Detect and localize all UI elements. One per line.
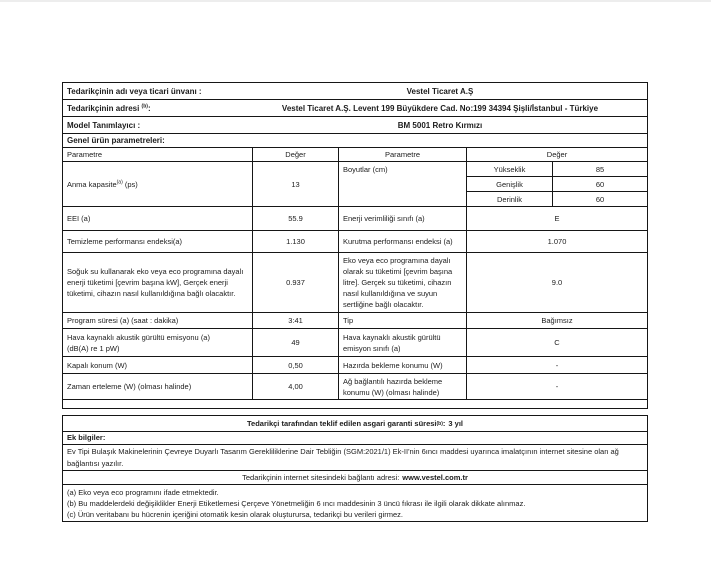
energy-class-value: E [554, 214, 560, 223]
dimension-row-height [467, 162, 647, 177]
supplier-address-row [63, 100, 647, 117]
warranty-row: Tedarikçi tarafından teklif edilen asgari garanti süresi (b) : 3 yıl [63, 416, 647, 432]
cleaning-index-value: 1.130 [253, 231, 339, 252]
type-value: Bağımsız [541, 316, 573, 325]
drying-index-label: Kurutma performansı endeksi (a) [339, 231, 467, 252]
supplier-name-value: Vestel Ticaret A.Ş [406, 86, 474, 96]
supplier-name-row [63, 83, 647, 100]
noise-emission-label-line2: (dB(A) re 1 pW) [67, 343, 120, 353]
energy-consumption-value: 0.937 [253, 253, 339, 312]
noise-emission-value: 49 [253, 329, 339, 356]
warranty-label-colon: : [442, 418, 446, 428]
website-label: Tedarikçinin internet sitesindeki bağlantı adresi: [242, 472, 400, 482]
capacity-footnote-mark: (a) [116, 179, 123, 185]
supplier-address-label [63, 104, 233, 113]
eei-row [63, 207, 647, 231]
website-row [63, 471, 647, 485]
section-title: Genel ürün parametreleri: [67, 136, 165, 145]
footnote-b: (b) Bu maddelerdeki değişiklikler Enerji Etiketlemesi Çerçeve Yönetmeliğin 6 ıncı maddesinin 3 üncü fıkrası ile ilgili olarak dikkate alınmaz. [67, 498, 526, 508]
spacer-row [63, 400, 647, 408]
cleaning-drying-row [63, 231, 647, 253]
drying-index-value: 1.070 [547, 237, 567, 246]
warranty-label: Tedarikçi tarafından teklif edilen asgari garanti süresi [247, 418, 437, 428]
model-identifier-row [63, 117, 647, 134]
header-parametre-right: Parametre [339, 148, 467, 161]
consumption-row [63, 253, 647, 313]
program-duration-value: 3:41 [253, 313, 339, 328]
extra-info-title-row [63, 432, 647, 445]
dimension-row-depth [467, 192, 647, 206]
standby-label: Hazırda bekleme konumu (W) [339, 357, 467, 373]
water-consumption-label: Eko veya eco programına dayalı olarak su tüketimi [çevrim başına litre]. Gerçek su tüketimi, cihazın nasıl kullanıldığına ve suyun sertliğine bağlı olacaktır. [339, 253, 467, 312]
main-table [62, 82, 648, 409]
supplier-address-label-colon: : [147, 103, 151, 113]
capacity-value: 13 [253, 162, 339, 206]
product-fiche [62, 82, 648, 522]
regulation-row [63, 445, 647, 471]
noise-class-value: C [554, 338, 560, 347]
energy-consumption-label: Soğuk su kullanarak eko veya eco programına dayalı enerji tüketimi [çevrim başına kW], Gerçek enerji tüketimi, cihazın nasıl kullanıldığına bağlı olacaktır. [63, 253, 253, 312]
delay-start-label: Zaman erteleme (W) (olması halinde) [63, 374, 253, 399]
header-deger-left: Değer [253, 148, 339, 161]
networked-standby-value: - [555, 382, 559, 391]
warranty-value: 3 yıl [448, 418, 463, 428]
noise-row [63, 329, 647, 357]
capacity-label [63, 162, 253, 206]
dimension-depth-label: Derinlik [467, 192, 553, 206]
dimension-height-value: 85 [595, 164, 605, 174]
capacity-label-text: Anma kapasite [67, 179, 117, 189]
parameter-header-row [63, 148, 647, 162]
noise-emission-label [63, 329, 253, 356]
type-label: Tip [339, 313, 467, 328]
regulation-text: Ev Tipi Bulaşık Makinelerinin Çevreye Duyarlı Tasarım Gerekliliklerine Dair Tebliğin (SGM:2021/1) Ek-II'nin 6ıncı maddesi uyarınca imalatçının internet sitesine olan ağ bağlantısı yazılır. [67, 446, 619, 468]
extra-info-title: Ek bilgiler: [67, 433, 106, 442]
model-identifier-label: Model Tanımlayıcı : [67, 120, 141, 130]
supplier-address-value: Vestel Ticaret A.Ş. Levent 199 Büyükdere Cad. No:199 34394 Şişli/İstanbul - Türkiye [281, 103, 599, 113]
supplier-address-label-text: Tedarikçinin adresi [67, 103, 142, 113]
noise-emission-label-line1: Hava kaynaklı akustik gürültü emisyonu (a) [67, 332, 210, 342]
footnote-c: (c) Ürün veritabanı bu hücrenin içeriğini otomatik kesin olarak oluşturursa, tedarikçi bu verileri girmez. [67, 509, 403, 519]
model-identifier-value: BM 5001 Retro Kırmızı [397, 120, 483, 130]
dimensions-table [467, 162, 647, 206]
window-top-edge [0, 0, 711, 2]
delay-start-value: 4,00 [253, 374, 339, 399]
networked-standby-label: Ağ bağlantılı hazırda bekleme konumu (W) (olması halinde) [339, 374, 467, 399]
capacity-dimensions-row [63, 162, 647, 207]
header-parametre-left: Parametre [63, 148, 253, 161]
capacity-unit: (ps) [122, 179, 138, 189]
supplier-name-label: Tedarikçinin adı veya ticari ünvanı : [67, 86, 202, 96]
supplier-address-footnote-mark: (b) [141, 102, 148, 109]
footer-table [62, 415, 648, 522]
off-standby-row [63, 357, 647, 374]
off-mode-value: 0,50 [253, 357, 339, 373]
noise-class-label: Hava kaynaklı akustik gürültü emisyon sınıfı (a) [339, 329, 467, 356]
cleaning-index-label: Temizleme performansı endeksi(a) [63, 231, 253, 252]
water-consumption-value: 9.0 [551, 278, 563, 287]
dimension-depth-value: 60 [595, 194, 605, 204]
dimension-width-label: Genişlik [467, 177, 553, 191]
eei-value: 55.9 [253, 207, 339, 230]
off-mode-label: Kapalı konum (W) [63, 357, 253, 373]
dimension-height-label: Yükseklik [467, 162, 553, 176]
dimension-width-value: 60 [595, 179, 605, 189]
header-deger-right: Değer [546, 150, 568, 159]
dimensions-label: Boyutlar (cm) [339, 162, 467, 206]
program-duration-label: Program süresi (a) (saat : dakika) [63, 313, 253, 328]
footnote-a: (a) Eko veya eco programını ifade etmektedir. [67, 487, 219, 497]
standby-value: - [555, 360, 559, 370]
delay-networked-row [63, 374, 647, 400]
section-title-row [63, 134, 647, 148]
eei-label: EEI (a) [63, 207, 253, 230]
website-url: www.vestel.com.tr [402, 472, 468, 482]
energy-class-label: Enerji verimliliği sınıfı (a) [339, 207, 467, 230]
footnotes-row [63, 485, 647, 521]
duration-type-row [63, 313, 647, 329]
dimension-row-width [467, 177, 647, 192]
